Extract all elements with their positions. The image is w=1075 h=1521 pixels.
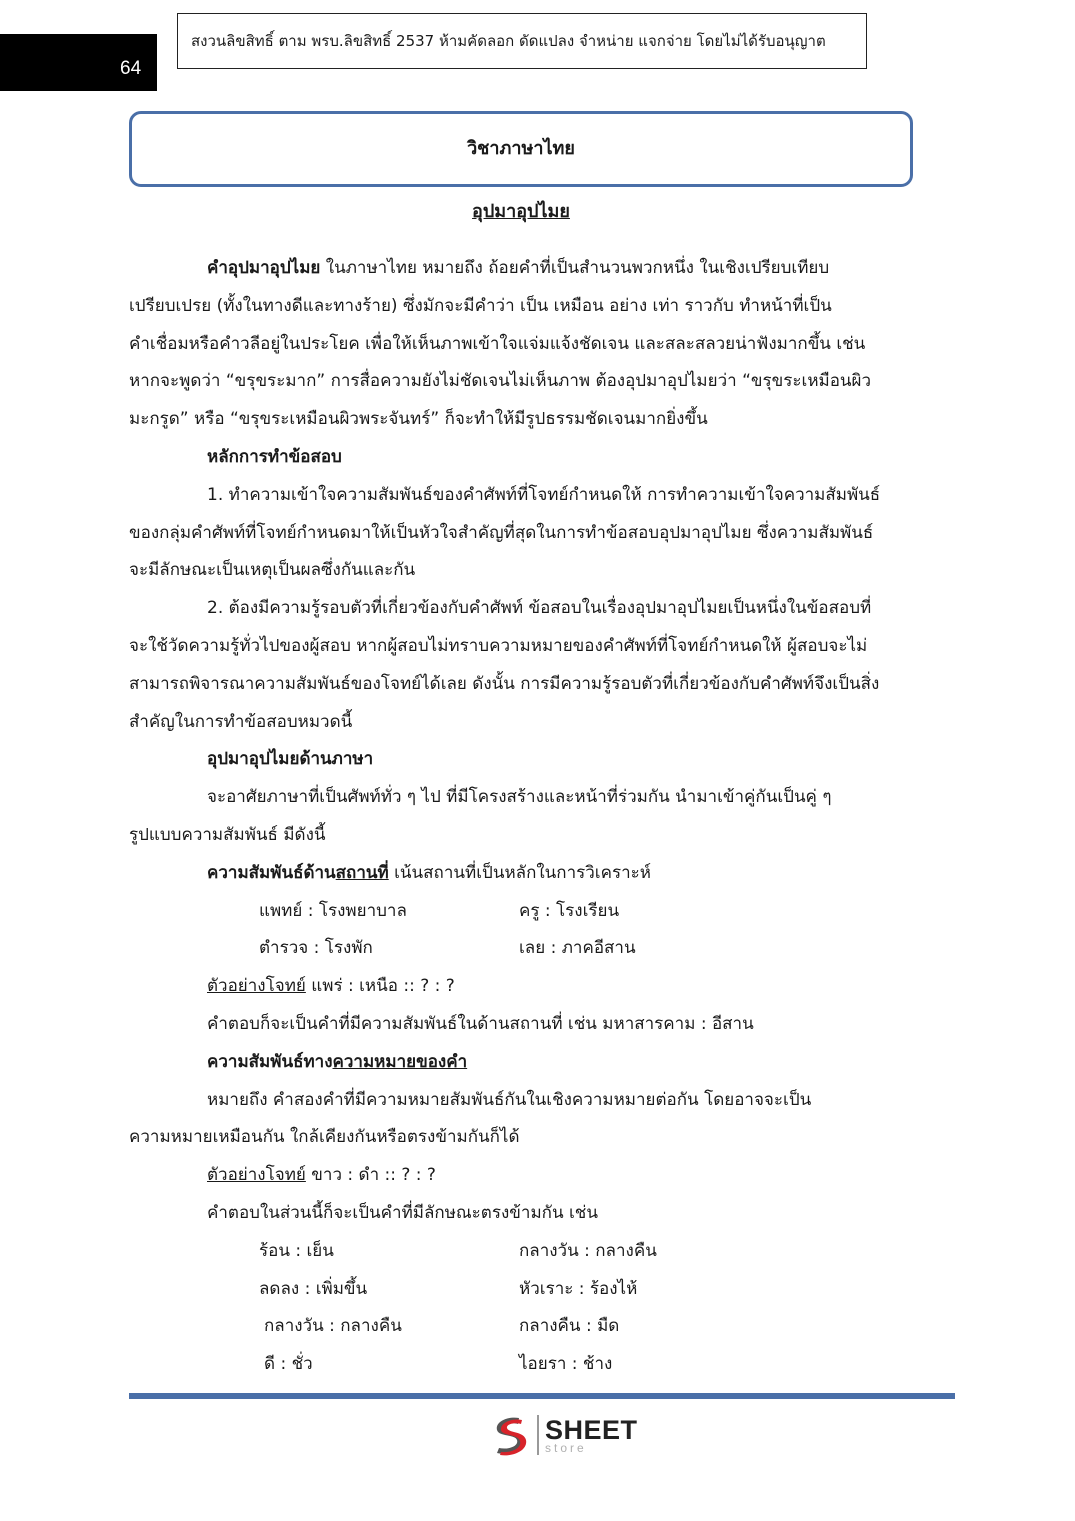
principle-2-line: สามารถพิจารณาความสัมพันธ์ของโจทย์ได้เลย ดังนั้น การมีความรู้รอบตัวที่เกี่ยวข้องกับคำศัพท์จึงเป็นสิ่ง: [129, 673, 880, 694]
footer-divider: [129, 1393, 955, 1399]
intro-line: หากจะพูดว่า “ขรุขระมาก” การสื่อความยังไม่ชัดเจนไม่เห็นภาพ ต้องอุปมาอุปไมยว่า “ขรุขระเหมือนผิว: [129, 371, 872, 392]
meaning-example: [129, 1157, 911, 1195]
place-desc: เน้นสถานที่เป็นหลักในการวิเคราะห์: [388, 862, 651, 883]
meaning-heading-b: ความหมายของคำ: [332, 1051, 468, 1072]
meaning-heading: [129, 1044, 911, 1082]
word-pair-row: [129, 1308, 911, 1346]
page-number-box: [0, 34, 157, 91]
word-pair-row: [129, 1346, 911, 1384]
word-pair: ร้อน : เย็น: [259, 1240, 334, 1261]
logo-text: [545, 1414, 638, 1455]
intro-term: คำอุปมาอุปไมย: [207, 258, 321, 278]
section-title: อุปมาอุปไมย: [472, 201, 570, 222]
principle-2-line: จะใช้วัดความรู้ทั่วไปของผู้สอบ หากผู้สอบไม่ทราบความหมายของคำศัพท์ที่โจทย์กำหนดให้ ผู้สอบจะไม่: [129, 635, 868, 656]
word-pair: หัวเราะ : ร้องไห้: [519, 1278, 638, 1299]
example-text: แพร่ : เหนือ :: ? : ?: [305, 976, 455, 997]
word-pair: เลย : ภาคอีสาน: [519, 938, 636, 959]
principles-heading: หลักการทำข้อสอบ: [207, 446, 342, 467]
principle-1-line: ของกลุ่มคำศัพท์ที่โจทย์กำหนดมาให้เป็นหัวใจสำคัญที่สุดในการทำข้อสอบอุปมาอุปไมย ซึ่งความสัมพันธ์: [129, 522, 874, 543]
word-pair: ตำรวจ : โรงพัก: [259, 938, 373, 959]
intro-line: มะกรูด” หรือ “ขรุขระเหมือนผิวพระจันทร์” ก็จะทำให้มีรูปธรรมชัดเจนมากยิ่งขึ้น: [129, 409, 708, 430]
language-heading: อุปมาอุปไมยด้านภาษา: [207, 749, 374, 770]
subject-title: วิชาภาษาไทย: [467, 138, 575, 159]
word-pair-row: [129, 1271, 911, 1309]
principle-1-line: 1. ทำความเข้าใจความสัมพันธ์ของคำศัพท์ที่โจทย์กำหนดให้ การทำความเข้าใจความสัมพันธ์: [207, 484, 881, 505]
logo-wordmark: SHEET: [545, 1414, 638, 1445]
s-logo-icon: [487, 1412, 533, 1458]
example-text: ขาว : ดำ :: ? : ?: [305, 1165, 436, 1186]
word-pair: ดี : ชั่ว: [264, 1354, 313, 1375]
language-line: รูปแบบความสัมพันธ์ มีดังนี้: [129, 824, 326, 845]
word-pair: ลดลง : เพิ่มขึ้น: [259, 1278, 368, 1299]
word-pair: ไอยรา : ช้าง: [519, 1354, 613, 1375]
place-answer: คำตอบก็จะเป็นคำที่มีความสัมพันธ์ในด้านสถานที่ เช่น มหาสารคาม : อีสาน: [207, 1013, 754, 1034]
intro-line: [129, 250, 911, 288]
copyright-notice: สงวนลิขสิทธิ์ ตาม พรบ.ลิขสิทธิ์ 2537 ห้ามคัดลอก ดัดแปลง จำหน่าย แจกจ่าย โดยไม่ได้รับอนุญาต: [177, 13, 867, 69]
place-example: [129, 968, 911, 1006]
example-label: ตัวอย่างโจทย์: [207, 976, 306, 997]
place-heading-a: ความสัมพันธ์ด้าน: [207, 862, 336, 883]
example-label: ตัวอย่างโจทย์: [207, 1165, 306, 1186]
logo-divider: [537, 1415, 539, 1455]
page-number: 64: [120, 58, 142, 79]
word-pair: แพทย์ : โรงพยาบาล: [259, 900, 407, 921]
meaning-answer: คำตอบในส่วนนี้ก็จะเป็นคำที่มีลักษณะตรงข้ามกัน เช่น: [207, 1202, 598, 1223]
place-heading: [129, 855, 911, 893]
word-pair-row: [129, 893, 911, 931]
meaning-line: ความหมายเหมือนกัน ใกล้เคียงกันหรือตรงข้ามกันก็ได้: [129, 1127, 520, 1148]
intro-line: คำเชื่อมหรือคำวลีอยู่ในประโยค เพื่อให้เห็นภาพเข้าใจแจ่มแจ้งชัดเจน และสละสลวยน่าฟังมากขึ้น เช่น: [129, 333, 866, 354]
word-pair-row: [129, 1233, 911, 1271]
subject-title-box: [129, 111, 913, 187]
intro-line: เปรียบเปรย (ทั้งในทางดีและทางร้าย) ซึ่งมักจะมีคำว่า เป็น เหมือน อย่าง เท่า ราวกับ ทำหน้าที่เป็น: [129, 295, 832, 316]
sheet-store-logo: [487, 1412, 638, 1458]
word-pair: ครู : โรงเรียน: [519, 900, 620, 921]
word-pair: กลางวัน : กลางคืน: [264, 1316, 402, 1337]
logo-subtext: store: [545, 1440, 587, 1455]
meaning-heading-a: ความสัมพันธ์ทาง: [207, 1051, 333, 1072]
place-heading-b: สถานที่: [335, 862, 389, 883]
intro-text: ในภาษาไทย หมายถึง ถ้อยคำที่เป็นสำนวนพวกหนึ่ง ในเชิงเปรียบเทียบ: [320, 258, 830, 278]
language-line: จะอาศัยภาษาที่เป็นศัพท์ทั่ว ๆ ไป ที่มีโครงสร้างและหน้าที่ร่วมกัน นำมาเข้าคู่กันเป็นคู่ ๆ: [207, 787, 832, 808]
principle-2-line: สำคัญในการทำข้อสอบหมวดนี้: [129, 711, 353, 732]
word-pair-row: [129, 930, 911, 968]
principle-1-line: จะมีลักษณะเป็นเหตุเป็นผลซึ่งกันและกัน: [129, 560, 416, 581]
word-pair: กลางวัน : กลางคืน: [519, 1240, 657, 1261]
principle-2-line: 2. ต้องมีความรู้รอบตัวที่เกี่ยวข้องกับคำศัพท์ ข้อสอบในเรื่องอุปมาอุปไมยเป็นหนึ่งในข้อสอบที่: [207, 598, 872, 619]
main-content: [129, 250, 911, 1384]
meaning-line: หมายถึง คำสองคำที่มีความหมายสัมพันธ์กันในเชิงความหมายต่อกัน โดยอาจจะเป็น: [207, 1089, 812, 1110]
word-pair: กลางคืน : มืด: [519, 1316, 620, 1337]
